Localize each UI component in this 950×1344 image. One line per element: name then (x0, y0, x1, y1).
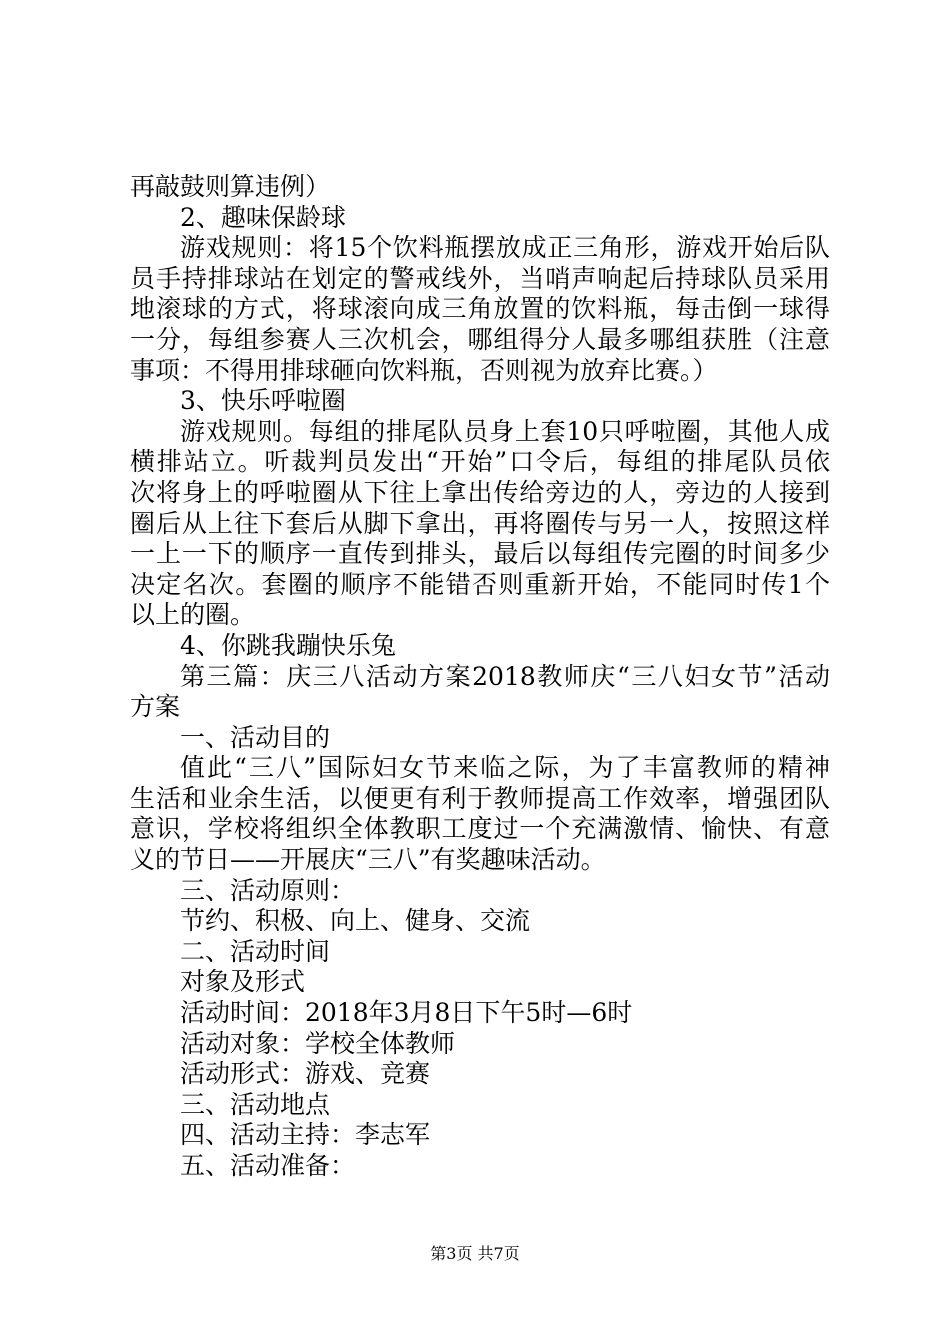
text-line: 四、活动主持：李志军 (180, 1120, 431, 1150)
text-line: 再敲鼓则算违例） (130, 172, 331, 201)
text-line: 4、你跳我蹦快乐兔 (180, 630, 396, 660)
text-line: 游戏规则。每组的排尾队员身上套10只呼啦圈，其他人成 (180, 416, 830, 446)
text-line: 一分，每组参赛人三次机会，哪组得分人最多哪组获胜（注意 (130, 324, 830, 354)
text-line: 值此“三八”国际妇女节来临之际，为了丰富教师的精神 (180, 753, 830, 783)
document-body (130, 172, 830, 1182)
text-line: 活动对象：学校全体教师 (180, 1028, 456, 1058)
text-line: 地滚球的方式，将球滚向成三角放置的饮料瓶，每击倒一球得 (130, 294, 830, 324)
text-line: 生活和业余生活，以便更有利于教师提高工作效率，增强团队 (130, 783, 830, 813)
text-line: 三、活动原则： (180, 875, 356, 905)
text-line: 节约、积极、向上、健身、交流 (180, 906, 531, 936)
text-line: 五、活动准备： (180, 1151, 356, 1180)
text-line: 横排站立。听裁判员发出“开始”口令后，每组的排尾队员依 (130, 447, 830, 477)
text-line: 方案 (130, 692, 181, 722)
text-line: 活动时间：2018年3月8日下午5时—6时 (180, 998, 633, 1028)
text-line: 以上的圈。 (130, 600, 256, 630)
text-line: 圈后从上往下套后从脚下拿出，再将圈传与另一人，按照这样 (130, 508, 830, 538)
text-line: 对象及形式 (180, 967, 306, 997)
text-line: 意识，学校将组织全体教职工度过一个充满激情、愉快、有意 (130, 814, 830, 844)
text-line: 游戏规则：将15个饮料瓶摆放成正三角形，游戏开始后队 (180, 233, 830, 263)
text-line: 2、趣味保龄球 (180, 202, 346, 232)
text-line: 二、活动时间 (180, 936, 331, 966)
page-footer: 第3页 共7页 (430, 1244, 520, 1263)
text-line: 3、快乐呼啦圈 (180, 386, 346, 416)
text-line: 第三篇：庆三八活动方案2018教师庆“三八妇女节”活动 (180, 661, 830, 691)
text-line: 事项：不得用排球砸向饮料瓶，否则视为放弃比赛。） (130, 355, 718, 385)
text-line: 义的节日——开展庆“三八”有奖趣味活动。 (130, 845, 606, 875)
text-line: 一、活动目的 (180, 722, 331, 752)
text-line: 活动形式：游戏、竞赛 (180, 1059, 431, 1089)
text-line: 一上一下的顺序一直传到排头，最后以每组传完圈的时间多少 (130, 539, 830, 569)
text-line: 三、活动地点 (180, 1089, 331, 1119)
text-line: 员手持排球站在划定的警戒线外，当哨声响起后持球队员采用 (130, 263, 830, 293)
text-line: 决定名次。套圈的顺序不能错否则重新开始，不能同时传1个 (130, 569, 830, 599)
text-line: 次将身上的呼啦圈从下往上拿出传给旁边的人，旁边的人接到 (130, 477, 830, 507)
